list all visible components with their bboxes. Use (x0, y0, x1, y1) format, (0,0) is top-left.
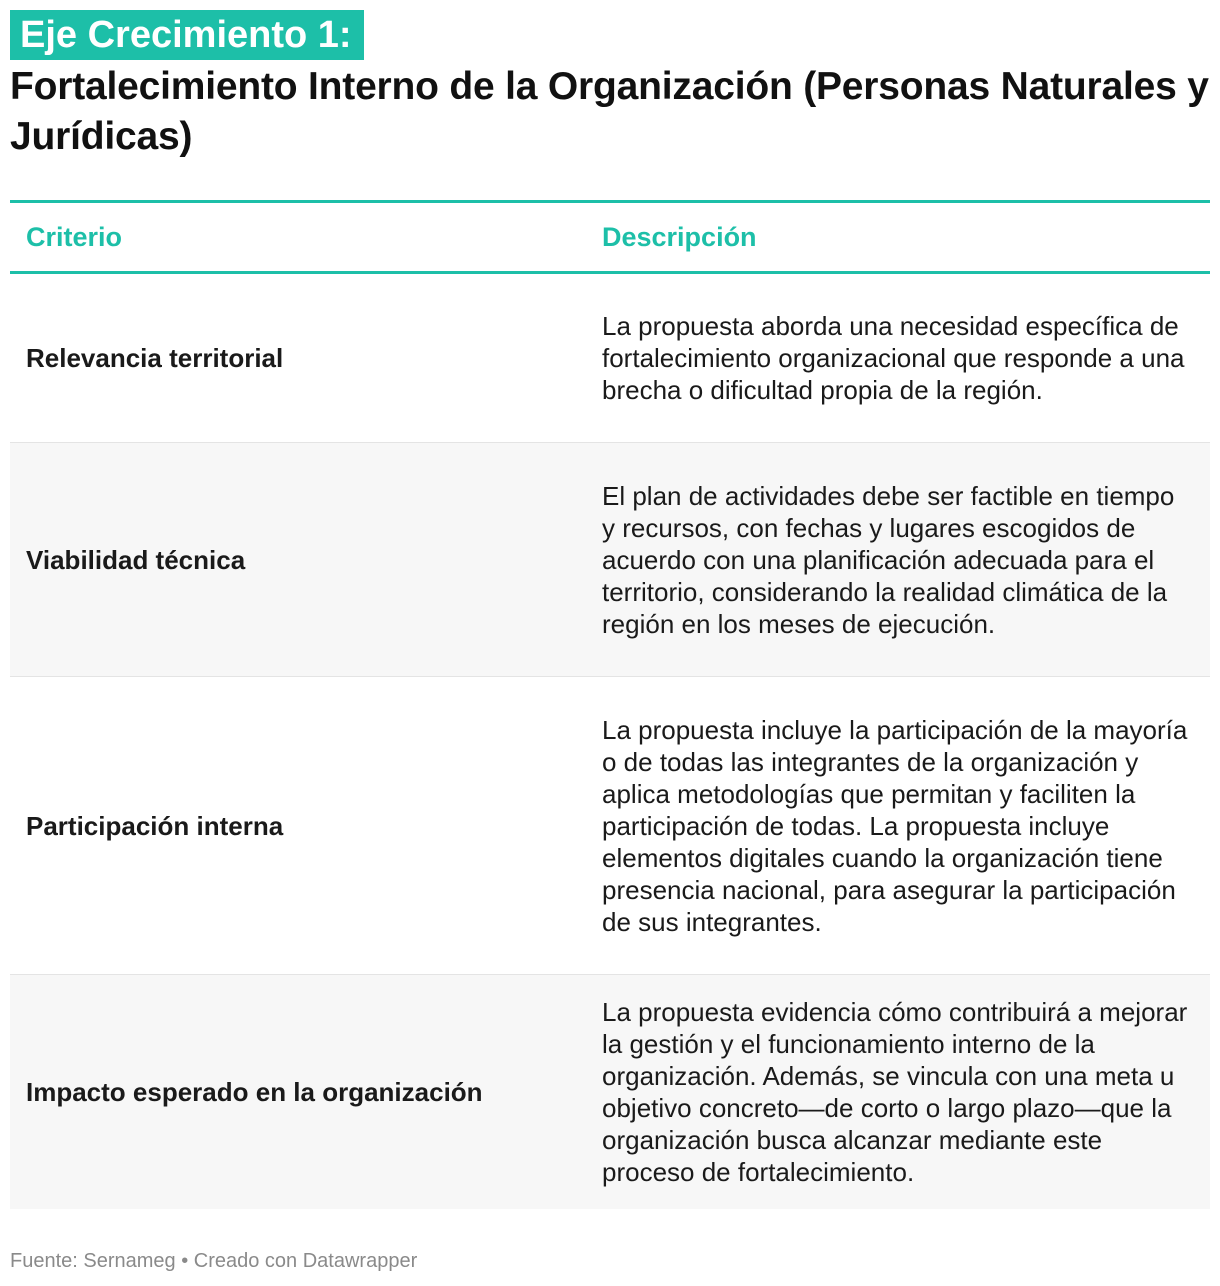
page-title: Fortalecimiento Interno de la Organización (Personas Naturales y Jurídicas) (10, 65, 1209, 158)
criterio-cell: Impacto esperado en la organización (10, 975, 586, 1209)
criterio-cell: Participación interna (10, 677, 586, 975)
table-row (10, 677, 1210, 975)
criterio-cell: Relevancia territorial (10, 273, 586, 443)
table-row (10, 975, 1210, 1209)
source-footer: Fuente: Sernameg • Creado con Datawrapper (10, 1250, 418, 1272)
table-header-row (10, 202, 1210, 273)
descripcion-cell: La propuesta evidencia cómo contribuirá a mejorar la gestión y el funcionamiento interno de la organización. Además, se vincula con una meta u objetivo concreto—de corto o largo plazo—que la organización busca alcanzar mediante este proceso de fortalecimiento. (586, 975, 1210, 1209)
descripcion-cell: La propuesta incluye la participación de la mayoría o de todas las integrantes de la organización y aplica metodologías que permitan y faciliten la participación de todas. La propuesta incluye elementos digitales cuando la organización tiene presencia nacional, para asegurar la participación de sus integrantes. (586, 677, 1210, 975)
descripcion-cell: El plan de actividades debe ser factible en tiempo y recursos, con fechas y lugares escogidos de acuerdo con una planificación adecuada para el territorio, considerando la realidad climática de la región en los meses de ejecución. (586, 443, 1210, 677)
criterio-cell: Viabilidad técnica (10, 443, 586, 677)
descripcion-cell: La propuesta aborda una necesidad específica de fortalecimiento organizacional que responde a una brecha o dificultad propia de la región. (586, 273, 1210, 443)
column-header-descripcion: Descripción (586, 202, 1210, 273)
table-row (10, 273, 1210, 443)
eyebrow-label: Eje Crecimiento 1: (10, 10, 364, 60)
table-row (10, 443, 1210, 677)
column-header-criterio: Criterio (10, 202, 586, 273)
criteria-table (10, 200, 1210, 1209)
chart-container (10, 10, 1210, 1187)
